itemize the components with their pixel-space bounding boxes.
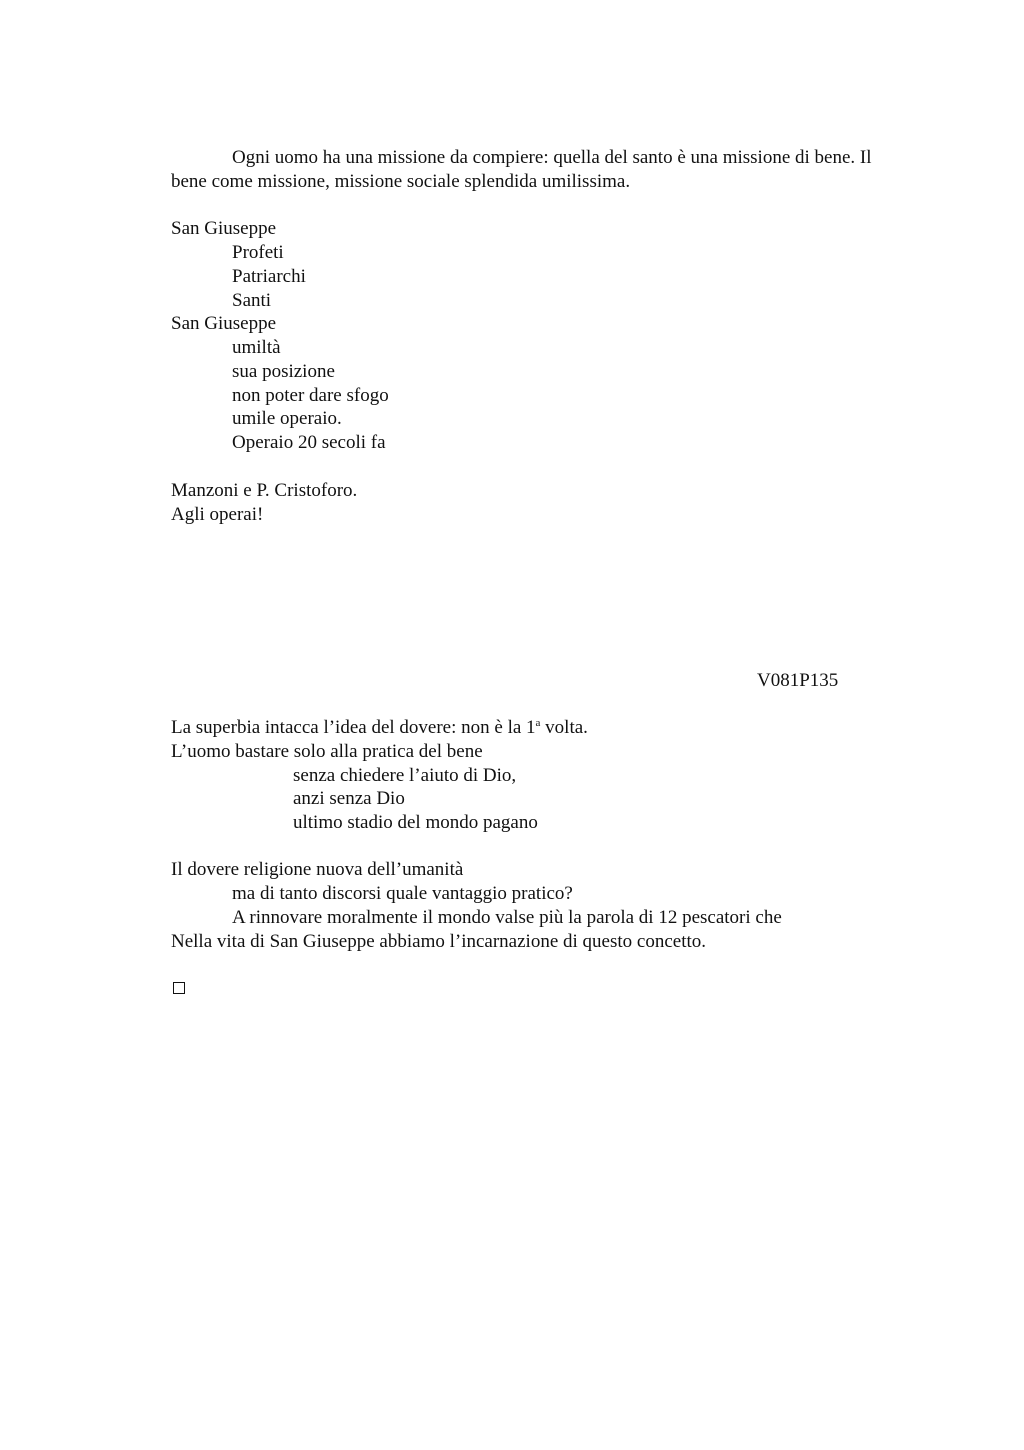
list-heading: San Giuseppe xyxy=(171,218,277,239)
text-segment: La superbia intacca l’idea del dovere: non è la 1 xyxy=(171,717,536,738)
text-line: A rinnovare moralmente il mondo valse più la parola di 12 pescatori che xyxy=(232,907,782,928)
list-heading: San Giuseppe xyxy=(171,313,277,334)
empty-box-icon xyxy=(173,982,185,994)
list-item: umiltà xyxy=(232,337,281,358)
list-item: Profeti xyxy=(232,242,284,263)
text-line: Nella vita di San Giuseppe abbiamo l’incarnazione di questo concetto. xyxy=(171,931,706,952)
list-item: Operaio 20 secoli fa xyxy=(232,432,386,453)
text-line xyxy=(171,716,588,740)
text-line: L’uomo bastare solo alla pratica del bene xyxy=(171,741,483,762)
list-item: senza chiedere l’aiuto di Dio, xyxy=(293,765,517,786)
list-item: anzi senza Dio xyxy=(293,788,405,809)
paragraph-line-2: bene come missione, missione sociale splendida umilissima. xyxy=(171,171,631,192)
text-segment: volta. xyxy=(540,717,588,738)
list-item: non poter dare sfogo xyxy=(232,385,389,406)
text-line: Manzoni e P. Cristoforo. xyxy=(171,480,358,501)
list-item: Patriarchi xyxy=(232,266,306,287)
list-item: sua posizione xyxy=(232,361,335,382)
list-item: ultimo stadio del mondo pagano xyxy=(293,812,538,833)
text-line: ma di tanto discorsi quale vantaggio pratico? xyxy=(232,883,573,904)
superscript: a xyxy=(535,717,541,729)
page-identifier: V081P135 xyxy=(757,670,839,691)
text-line: Agli operai! xyxy=(171,504,264,525)
text-line: Il dovere religione nuova dell’umanità xyxy=(171,859,464,880)
paragraph-line-1: Ogni uomo ha una missione da compiere: quella del santo è una missione di bene. Il xyxy=(232,147,872,168)
list-item: Santi xyxy=(232,290,272,311)
list-item: umile operaio. xyxy=(232,408,342,429)
